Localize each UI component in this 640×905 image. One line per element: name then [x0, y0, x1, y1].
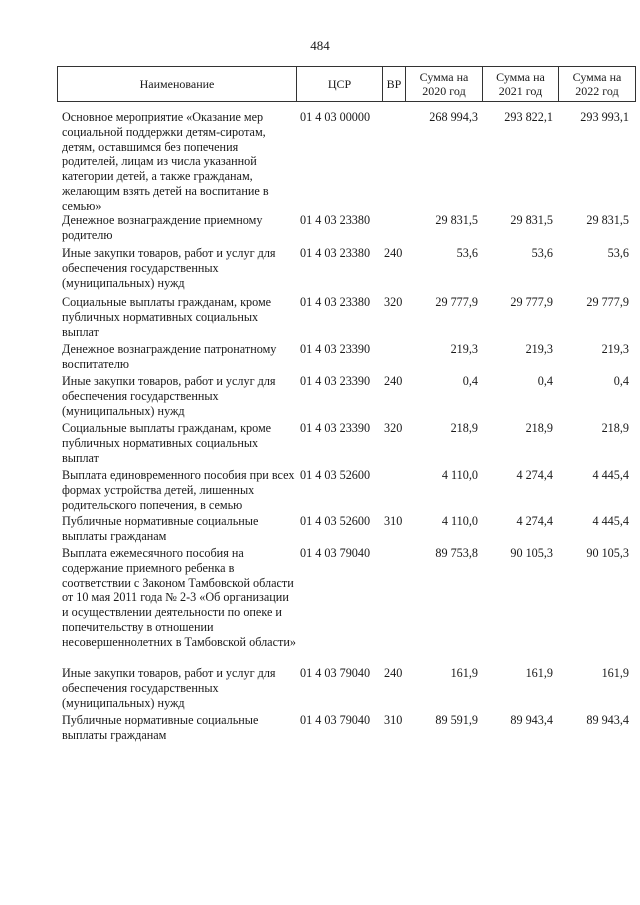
row-vr: 240 — [384, 374, 403, 388]
row-sum-2022: 53,6 — [607, 246, 629, 260]
header-sum-2022-line2: 2022 год — [575, 84, 619, 98]
row-vr: 240 — [384, 246, 403, 260]
row-csr: 01 4 03 79040 — [300, 713, 371, 727]
row-sum-2020: 218,9 — [450, 421, 478, 435]
row-csr: 01 4 03 23390 — [300, 421, 371, 435]
row-sum-2022: 29 831,5 — [586, 213, 629, 227]
row-vr: 320 — [384, 421, 403, 435]
row-csr: 01 4 03 23390 — [300, 342, 371, 356]
row-name: Денежное вознаграждение приемному родителю — [62, 213, 263, 242]
header-sum-2021-line1: Сумма на — [496, 70, 545, 84]
header-row — [58, 67, 636, 102]
row-name: Выплата ежемесячного пособия на содержание приемного ребенка в соответствии с Законом Тамбовской области от 10 мая 2011 года № 2-3 «Об организации и осуществлении деятельности по опеке и попечительству в отношении несовершеннолетних в Тамбовской области» — [62, 546, 296, 649]
row-sum-2022: 218,9 — [601, 421, 629, 435]
row-name: Публичные нормативные социальные выплаты гражданам — [62, 514, 259, 543]
row-name: Денежное вознаграждение патронатному воспитателю — [62, 342, 277, 371]
row-sum-2020: 268 994,3 — [429, 110, 478, 124]
row-csr: 01 4 03 00000 — [300, 110, 371, 124]
row-csr: 01 4 03 52600 — [300, 468, 371, 482]
row-csr: 01 4 03 23380 — [300, 295, 371, 309]
row-name: Публичные нормативные социальные выплаты гражданам — [62, 713, 259, 742]
header-sum-2020-line2: 2020 год — [422, 84, 466, 98]
row-csr: 01 4 03 79040 — [300, 666, 371, 680]
row-sum-2020: 89 753,8 — [435, 546, 478, 560]
row-sum-2022: 4 445,4 — [592, 468, 629, 482]
row-vr: 310 — [384, 514, 403, 528]
row-name: Иные закупки товаров, работ и услуг для обеспечения государственных (муниципальных) нужд — [62, 246, 276, 290]
header-sum-2021 — [483, 67, 559, 102]
header-sum-2021-line2: 2021 год — [498, 84, 543, 98]
row-sum-2020: 219,3 — [450, 342, 478, 356]
row-sum-2021: 161,9 — [525, 666, 553, 680]
row-sum-2021: 53,6 — [531, 246, 553, 260]
row-sum-2022: 29 777,9 — [586, 295, 629, 309]
row-name: Иные закупки товаров, работ и услуг для обеспечения государственных (муниципальных) нужд — [62, 666, 276, 710]
row-sum-2020: 4 110,0 — [441, 514, 478, 528]
row-sum-2022: 0,4 — [613, 374, 629, 388]
header-sum-2020 — [406, 67, 483, 102]
row-sum-2020: 4 110,0 — [441, 468, 478, 482]
header-csr: ЦСР — [297, 67, 383, 102]
row-sum-2022: 90 105,3 — [586, 546, 629, 560]
row-sum-2021: 218,9 — [525, 421, 553, 435]
row-sum-2020: 0,4 — [462, 374, 478, 388]
row-sum-2022: 219,3 — [601, 342, 629, 356]
row-vr: 240 — [384, 666, 403, 680]
row-name: Выплата единовременного пособия при всех формах устройства детей, лишенных родительского попечения, в семью — [62, 468, 295, 512]
row-sum-2022: 4 445,4 — [592, 514, 629, 528]
row-sum-2021: 4 274,4 — [516, 514, 553, 528]
row-csr: 01 4 03 23380 — [300, 213, 371, 227]
row-sum-2021: 4 274,4 — [516, 468, 553, 482]
row-sum-2021: 29 831,5 — [510, 213, 553, 227]
row-csr: 01 4 03 23380 — [300, 246, 371, 260]
row-sum-2020: 53,6 — [456, 246, 478, 260]
header-sum-2022-line1: Сумма на — [572, 70, 622, 84]
row-sum-2021: 89 943,4 — [510, 713, 553, 727]
row-name: Основное мероприятие «Оказание мер социальной поддержки детям-сиротам, детям, оставшимся без попечения родителей, лицам из числа указанной категории детей, а также гражданам, желающим взять детей на воспитание в семью» — [62, 110, 269, 213]
row-sum-2021: 0,4 — [537, 374, 553, 388]
row-csr: 01 4 03 23390 — [300, 374, 371, 388]
row-name: Социальные выплаты гражданам, кроме публичных нормативных социальных выплат — [62, 421, 272, 465]
row-sum-2021: 293 822,1 — [504, 110, 553, 124]
row-sum-2021: 219,3 — [525, 342, 553, 356]
header-sum-2022 — [559, 67, 636, 102]
row-sum-2020: 29 831,5 — [435, 213, 478, 227]
row-sum-2020: 161,9 — [450, 666, 478, 680]
row-sum-2022: 161,9 — [601, 666, 629, 680]
row-sum-2020: 29 777,9 — [435, 295, 478, 309]
row-csr: 01 4 03 79040 — [300, 546, 371, 560]
page-number: 484 — [310, 38, 330, 53]
row-csr: 01 4 03 52600 — [300, 514, 371, 528]
row-vr: 310 — [384, 713, 403, 727]
row-name: Социальные выплаты гражданам, кроме публичных нормативных социальных выплат — [62, 295, 272, 339]
row-vr: 320 — [384, 295, 403, 309]
table-header — [57, 66, 636, 102]
header-vr: ВР — [383, 67, 406, 102]
row-sum-2021: 90 105,3 — [510, 546, 553, 560]
header-name: Наименование — [58, 67, 297, 102]
row-sum-2022: 293 993,1 — [580, 110, 629, 124]
row-sum-2021: 29 777,9 — [510, 295, 553, 309]
row-sum-2022: 89 943,4 — [586, 713, 629, 727]
row-name: Иные закупки товаров, работ и услуг для обеспечения государственных (муниципальных) нужд — [62, 374, 276, 418]
header-sum-2020-line1: Сумма на — [419, 70, 469, 84]
row-sum-2020: 89 591,9 — [435, 713, 478, 727]
